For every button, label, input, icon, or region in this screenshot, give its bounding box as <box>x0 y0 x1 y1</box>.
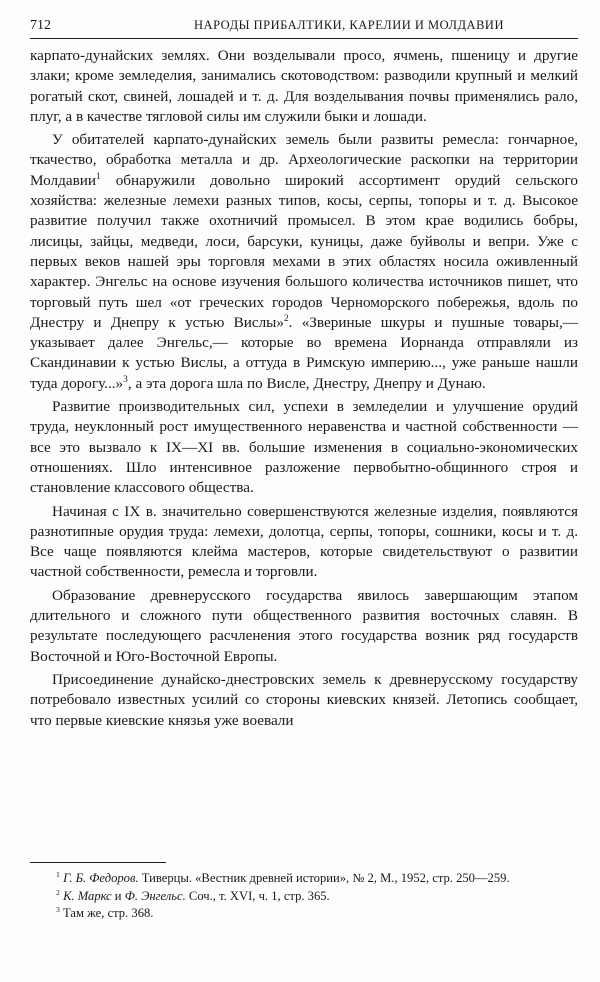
paragraph: Развитие производительных сил, успехи в земледелии и улучшение орудий труда, неуклонный рост имущественного неравенства и частной собственности — все это вызвало к IX—XI вв. большие изменения в социально-экономических отношениях. Шло интенсивное разложение первобытно-общинного строя и становление классового общества. <box>30 398 578 497</box>
paragraph: Образование древнерусского государства явилось завершающим этапом длительного и сложного пути общественного развития восточных славян. В результате последующего расчленения этого государства возник ряд государств Восточной и Юго-Восточной Европы. <box>30 586 578 665</box>
footnote <box>30 888 578 906</box>
footnote-divider <box>30 862 166 863</box>
main-text <box>30 46 578 731</box>
footnote-text: Там же, стр. 368. <box>59 906 154 920</box>
paragraph <box>30 130 578 394</box>
footnote-mark: 1 <box>56 869 60 879</box>
footnote-text: Тиверцы. «Вестник древней истории», № 2, М., 1952, стр. 250—259. <box>138 871 510 885</box>
paragraph: карпато-дунайских землях. Они возделывали просо, ячмень, пшеницу и другие злаки; кроме земледелия, занимались скотоводством: разводили крупный и мелкий рогатый скот, свиней, лошадей и т. д. Для возделывания почвы применялись рало, плуг, а в качестве тягловой силы им служили быки и лошади. <box>30 47 578 125</box>
paragraph: Начиная с IX в. значительно совершенствуются железные изделия, появляются разнотипные орудия труда: лемехи, долотца, серпы, топоры, сошники, косы и т. д. Все чаще появляются клейма мастеров, которые свидетельствуют о развитии частной собственности, ремесла и торговли. <box>30 502 578 581</box>
footnote-reference: 2 <box>283 313 289 324</box>
footnote <box>30 905 578 923</box>
paragraph-text: обнаружили довольно широкий ассортимент орудий сельского хозяйства: железные лемехи разных типов, косы, серпы, топоры и т. д. Высокое развитие получил также охотничий промысел. В этом крае водились бобры, лисицы, зайцы, медведи, лоси, барсуки, куницы, даже буйволы и вепри. Уже с первых веков нашей эры торговля мехами в этих областях носила оживленный характер. Энгельс на основе изучения большого количества источников пишет, что торговый путь шел «от греческих городов Черноморского побережья, вдоль по Днестру и Днепру к устью Вислы» <box>30 171 578 331</box>
footnote-author: Г. Б. Федоров. <box>63 871 139 885</box>
footnote-mark: 3 <box>56 904 60 914</box>
footnote-text: Соч., т. XVI, ч. 1, стр. 365. <box>185 888 330 903</box>
paragraph-text: . «Звериные шкуры и пушные товары,— указывает далее Энгельс,— которые во времена Иорнанда отправляли из Скандинавии к устью Вислы, а оттуда в Римскую империю..., уже раньше нашли туда дорогу...» <box>30 313 578 392</box>
footnote-reference: 3 <box>123 374 128 385</box>
footnote-author: Ф. Энгельс. <box>124 888 186 903</box>
footnote-author: К. Маркс <box>63 888 112 903</box>
paragraph: Присоединение дунайско-днестровских земель к древнерусскому государству потребовало известных усилий со стороны киевских князей. Летопись сообщает, что первые киевские князья уже воевали <box>30 670 578 729</box>
page-header <box>30 16 578 39</box>
running-title: НАРОДЫ ПРИБАЛТИКИ, КАРЕЛИИ И МОЛДАВИИ <box>194 18 504 32</box>
paragraph-text: , а эта дорога шла по Висле, Днестру, Днепру и Дунаю. <box>127 374 486 392</box>
footnote-mark: 2 <box>56 887 60 897</box>
footnote-conjunction: и <box>111 888 125 903</box>
page-number: 712 <box>30 18 51 33</box>
paragraph-text: У обитателей карпато-дунайских земель были развиты ремесла: гончарное, ткачество, обработка металла и др. Археологические раскопки на территории Молдавии <box>30 131 578 189</box>
footnotes <box>30 870 578 923</box>
footnote-reference: 1 <box>96 171 101 182</box>
footnote <box>30 870 578 888</box>
